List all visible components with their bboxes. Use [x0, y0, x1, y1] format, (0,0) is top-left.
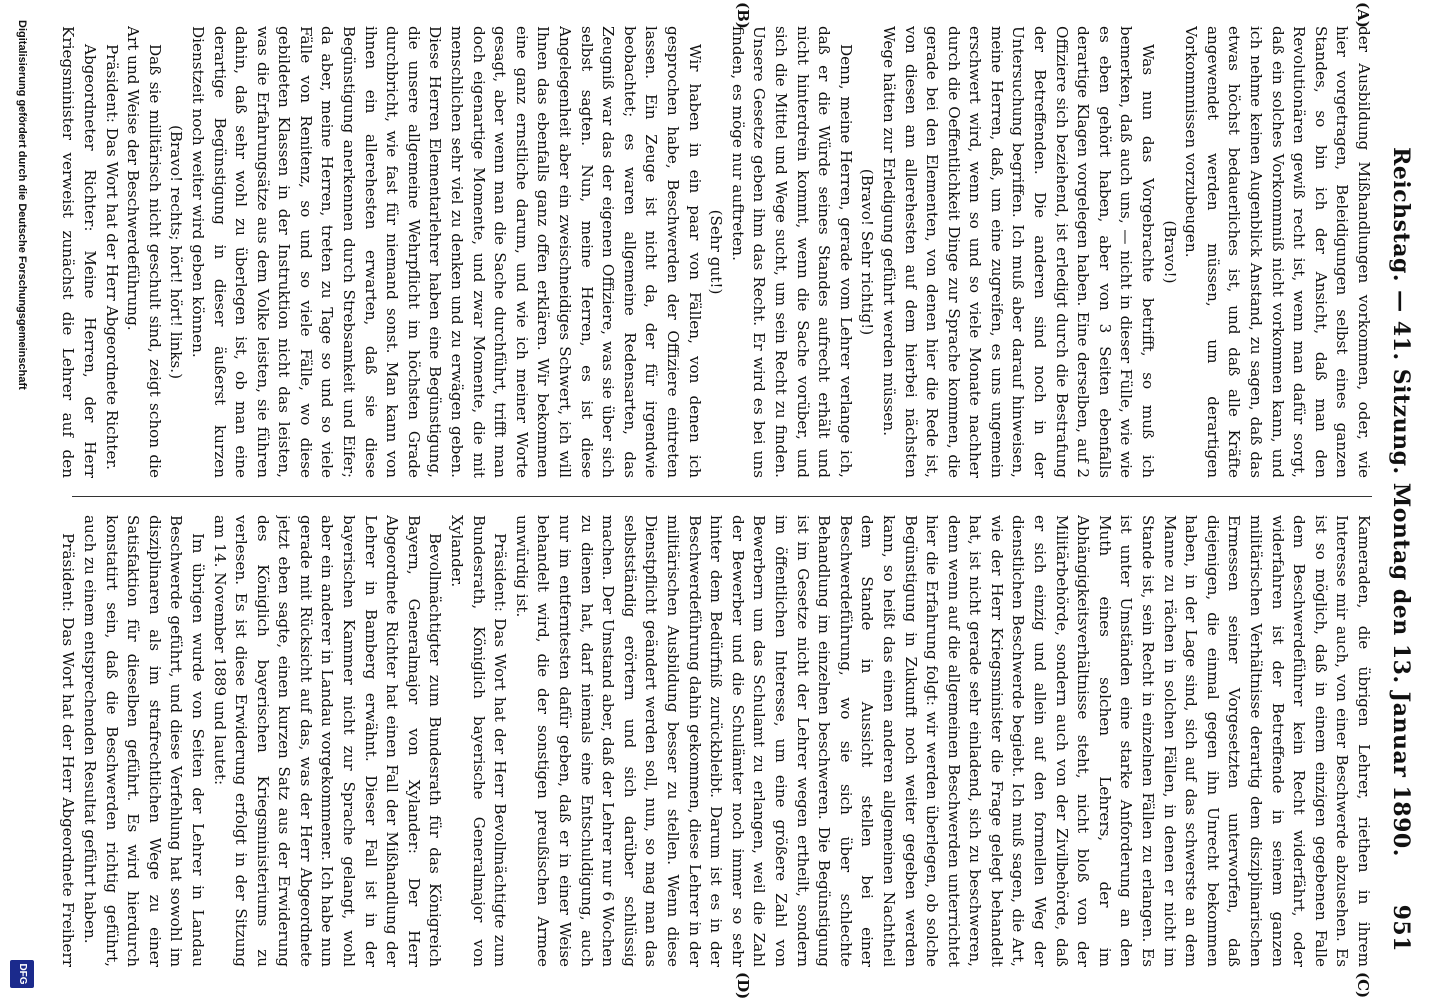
speaker-paragraph: Präsident: Das Wort hat der Herr Abgeordnete Freiherr [59, 533, 78, 967]
margin-marker-b: (B) [734, 2, 752, 29]
page-header [1378, 22, 1418, 982]
interjection: (Sehr gut!) [707, 209, 726, 295]
margin-marker-c: (C) [1354, 972, 1372, 999]
paragraph: Kameraden, die übrigen Lehrer, riethen in ihrem Interesse mir auch, von einer Beschwerde abzusehen. Es ist so möglich, daß in einem einzigen gegebenen Falle dem Beschwerdeführer kein Recht widerfährt, oder widerfahren ist der Betreffende in seinem ganzen militärischen Verhältnisse derartig dem disziplinarischen Ermessen seiner Vorgesetzten unterworfen, daß diejenigen, die einmal gegen ihn Unrecht bekommen haben, in der Lage sind, sich auf das schwerste an dem Manne zu rächen in solchen Fällen, in denen er nicht im Stande ist, sein Recht in einzelnen Fällen zu erlangen. Es ist unter Umständen eine starke Anforderung an den Muth eines solchen Lehrers, der im Abhängigkeitsverhältnisse steht, nicht bloß von der Militärbehörde, sondern auch von der Zivilbehörde, daß er sich einzig und allein auf den formellen Weg der dienstlichen Beschwerde begiebt. Ich muß sagen, die Art, wie der Herr Kriegsminister die Frage gelegt behandelt hat, ist nicht gerade sehr einladend, sich zu beschweren, denn wenn auf die allgemeinen Beschwerden unterrichtet hier die Erfahrung folgt: wir werden überlegen, ob solche Begünstigung in Zukunft noch weiter gegeben werden kann, so heißt das einen anderen allgemeinen Nachtheil dem Stande in Aussicht stellen bei einer Beschwerdeführung, wo sie sich über schlechte Behandlung im einzelnen beschweren. Die Begünstigung ist im Gesetze nicht der Lehrer wegen ertheilt, sondern im öffentlichen Interesse, um eine größere Zahl von Bewerbern um das Schulamt zu erlangen, weil die Zahl der Bewerber und die Schulämter noch immer so sehr hinter dem Bedürfniß zurückbleibt. Darum ist es in der Beschwerdeführung dahin gekommen, diese Lehrer in der militärischen Ausbildung besser zu stellen. Wenn diese Dienstpflicht geändert werden soll, nun, so mag man das selbstständig erörtern und sich darüber schlüssig machen. Der Umstand aber, daß der Lehrer nur 6 Wochen zu dienen hat, darf niemals eine Entschuldigung, auch nur im entferntesten dafür geben, daß er in einer Weise behandelt wird, die der sonstigen preußischen Armee unwürdig ist. [512, 515, 1373, 967]
paragraph: Denn, meine Herren, gerade vom Lehrer verlange ich, daß er die Würde seines Standes aufrecht erhält und nicht hinterdrein kommt, wenn die Sache vorüber, und sich die Mittel und Wege sucht, um sein Recht zu finden. Unsere Gesetze geben ihm das Recht. Er wird es bei uns finden, es möge nur auftreten. [728, 26, 855, 478]
page-number: 951 [1388, 904, 1414, 952]
digitization-credit: Digitalisierung gefördert durch die Deutsche Forschungsgemeinschaft [16, 20, 28, 390]
margin-marker-d: (D) [734, 972, 752, 1000]
speaker-paragraph: Abgeordneter Richter: Meine Herren, der Herr Kriegsminister verweist zunächst die Lehrer auf den [59, 26, 99, 478]
left-column [54, 26, 1374, 478]
paragraph: Was nun das Vorgebrachte betrifft, so muß ich bemerken, daß auch uns, — nicht in dieser Fülle, wie wie es eben gehört haben, aber von 3 Seiten ebenfalls derartige Klagen vorgelegen haben. Eine derselben, auf 2 Offiziere sich beziehend, ist erledigt durch die Bestrafung der Betreffenden. Die anderen sind noch in der Untersuchung begriffen. Ich muß aber darauf hinweisen, meine Herren, daß, um eine zugreifen, es uns ungemein erschwert wird, wenn so und so viele Monate nachher durch die Oeffentlichkeit Dinge zur Sprache kommen, die gerade bei den Elementen, von denen hier die Rede ist, von diesen am allerehesten auf dem hierbei nächsten Wege hätten zur Erledigung geführt werden müssen. [879, 26, 1158, 478]
paragraph: der Ausbildung Mißhandlungen vorkommen, oder, wie hier vorgetragen, Beleidigungen selbst eines ganzen Standes, so bin ich der Ansicht, daß man den Revolutionären gewiß recht ist, wenn man dafür sorgt, daß ein solches Vorkommniß nicht vorkommen kann, und ich nehme keinen Augenblick Anstand, zu sagen, daß das etwas höchst bedauerliches ist, und daß alle Kräfte angewendet werden müssen, um derartigen Vorkommnissen vorzubeugen. [1182, 26, 1373, 478]
quoted-paragraph: Im übrigen wurde von Seiten der Lehrer in Landau Beschwerde geführt, und diese Verfehlung hat sowohl im disziplinaren als im strafrechtlichen Wege zu einer Satisfaktion für dieselben geführt. Es wird hierdurch konstatirt sein, daß die Beschwerden richtig geführt, auch zu einem entsprechenden Resultat geführt haben. [80, 515, 207, 967]
speaker-paragraph: Präsident: Das Wort hat der Herr Abgeordnete Richter. [102, 44, 121, 470]
speaker-paragraph: Präsident: Das Wort hat der Herr Bevollmächtigte zum Bundesrath, Königlich bayerische Generalmajor von Xylander. [448, 515, 510, 967]
interjection: (Bravo!) [1160, 220, 1179, 284]
interjection: (Bravo! Sehr richtig!) [858, 168, 877, 336]
page-footer [4, 0, 40, 1000]
dfg-logo: DFG [10, 960, 34, 988]
paragraph: Wir haben in ein paar von Fällen, von denen ich gesprochen habe, Beschwerden der Offiziere eintreten lassen. Ein Zeuge ist nicht da, der für irgendwie beobachtet; es waren allgemeine Redensarten, das Zeugniß war das der eigenen Offiziere, was sie über sich selbst sagten. Nun, meine Herren, es ist diese Angelegenheit aber ein zweischneidiges Schwert, ich will Ihnen das ebenfalls ganz offen erklären. Wir bekommen eine ganz ernstliche darum, und wie ich meiner Worte gesagt, aber wenn man die Sache durchführt, trifft man doch eigenartige Momente, und zwar Momente, die mit menschlichen sehr viel zu denken und zu erwägen geben. Diese Herren Elementarlehrer haben eine Begünstigung, die unsere allgemeine Wehrpflicht im höchsten Grade durchbricht, wie fast für niemand sonst. Man kann von ihnen ein allerehesten erwarten, daß sie diese Begünstigung anerkennen durch Strebsamkeit und Eifer; da aber, meine Herren, treten zu Tage so und so viele Fälle von Renitenz, so und so viele Fälle, wo diese gebildeten Klassen in der Instruktion nicht das leisten, was die Erfahrungsätze aus dem Volke leisten, sie führen dahin, daß sehr wohl zu überlegen ist, ob man eine derartige Begünstigung in dieser äußerst kurzen Dienstzeit noch weiter wird geben können. [188, 26, 704, 478]
interjection: (Bravo! rechts; hört! hört! links.) [167, 124, 186, 380]
paragraph: Daß sie militärisch nicht geschult sind, zeigt schon die Art und Weise der Beschwerdeführung. [124, 26, 164, 478]
column-divider [72, 496, 1372, 497]
right-column [54, 515, 1374, 967]
page-title: Reichstag. — 41. Sitzung. Montag den 13. Januar 1890. [1388, 147, 1414, 857]
margin-marker-a: (A) [1354, 2, 1372, 28]
speaker-paragraph: Bevollmächtigter zum Bundesrath für das Königreich Bayern, Generalmajor von Xylander: Der Herr Abgeordnete Richter hat einen Fall der Mißhandlung der Lehrer in Bamberg erwähnt. Dieser Fall ist in der bayerischen Kammer nicht zur Sprache gelangt, wohl aber ein anderer in Landau vorgekommener. Ich habe nun gerade mit Rücksicht auf das, was der Herr Abgeordnete jetzt eben sagte, einen kurzen Satz aus der Erwiderung des Königlich bayerischen Kriegsministeriums zu verlesen. Es ist diese Erwiderung erfolgt in der Sitzung am 14. November 1889 und lautet: [210, 515, 445, 967]
